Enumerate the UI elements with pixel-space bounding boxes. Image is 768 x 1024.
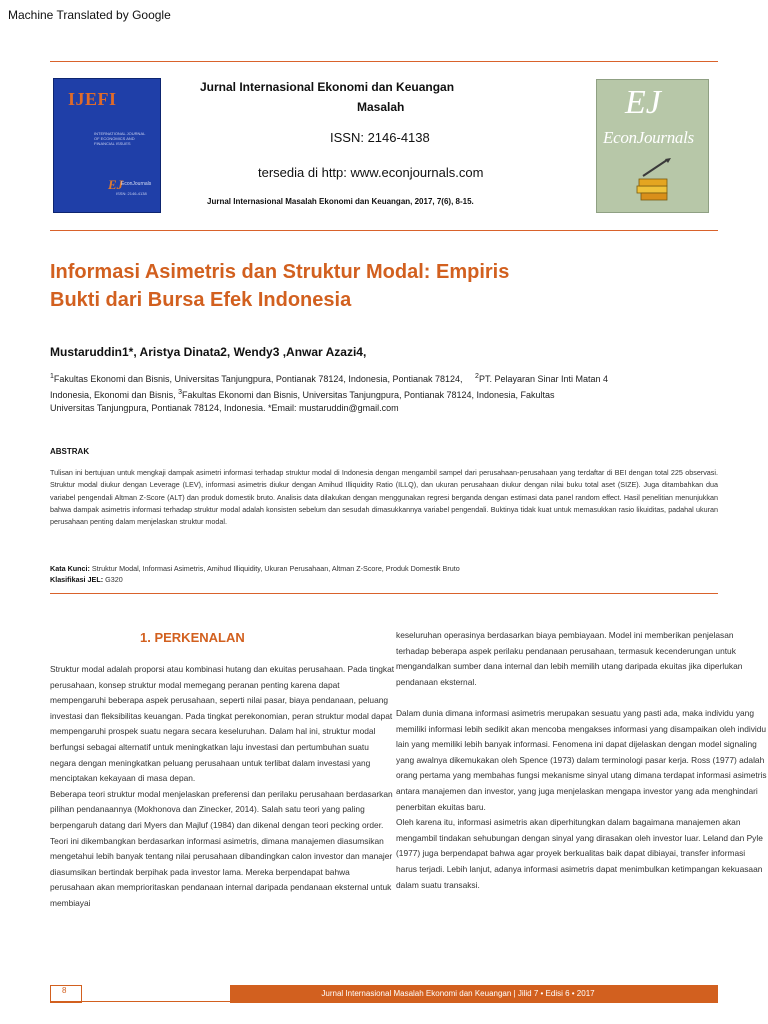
paper-title-line1: Informasi Asimetris dan Struktur Modal: Empiris bbox=[50, 261, 510, 283]
left-paragraph-2: Beberapa teori struktur modal menjelaskan preferensi dan perilaku perusahaan berdasarkan pilihan pendanaannya (Mokhonova dan Zinecker, 2014). Salah satu teori yang paling berpengaruh datang dari Myers dan Majluf (1984) dan dikenal dengan teori pecking order. bbox=[50, 788, 393, 830]
cover-tagline: INTERNATIONAL JOURNAL OF ECONOMICS AND FINANCIAL ISSUES bbox=[94, 131, 146, 146]
aff-sup-1: 1 bbox=[50, 373, 54, 380]
cover-title: IJEFI bbox=[68, 89, 117, 109]
left-paragraph-1: Struktur modal adalah proporsi atau kombinasi hutang dan ekuitas perusahaan. Pada tingkat perusahaan, konsep struktur modal memegang peranan penting karena dapat mempengaruhi beberapa aspek perusahaan, seperti nilai pasar, biaya pendanaan, peluang investasi dan fleksibilitas keuangan. Pada tingkat perekonomian, peran struktur modal dapat mempengaruhi prospek suatu negara secara keseluruhan. Dalam hal ini, struktur modal berfungsi sebagai alternatif untuk meningkatkan laju investasi dan pertumbuhan suatu negara dengan meningkatkan peluang perusahaan untuk terlibat dalam investasi yang menciptakan kekayaan di masa depan. bbox=[50, 664, 395, 784]
aff-line-1b: PT. Pelayaran Sinar Inti Matan 4 bbox=[478, 374, 609, 384]
cover-publisher: EJ bbox=[108, 177, 124, 192]
left-column bbox=[50, 662, 396, 912]
journal-name-cont: Masalah bbox=[357, 100, 405, 114]
paper-title-line2: Bukti dari Bursa Efek Indonesia bbox=[50, 289, 352, 311]
journal-citation: Jurnal Internasional Masalah Ekonomi dan Keuangan, 2017, 7(6), 8-15. bbox=[207, 197, 474, 206]
jel-text: G320 bbox=[103, 575, 123, 584]
section-heading: 1. PERKENALAN bbox=[140, 630, 245, 645]
econjournals-logo bbox=[596, 79, 709, 213]
header-bottom-rule bbox=[50, 230, 718, 231]
journal-issn: ISSN: 2146-4138 bbox=[330, 130, 430, 145]
books-icon bbox=[633, 156, 673, 204]
jel-label: Klasifikasi JEL: bbox=[50, 575, 104, 584]
logo-ej: EJ bbox=[625, 84, 661, 121]
page-number: 8 bbox=[62, 986, 67, 995]
keywords-block bbox=[50, 563, 718, 585]
aff-line-2a: Indonesia, Ekonomi dan Bisnis, bbox=[50, 390, 176, 400]
abstract-bottom-rule bbox=[50, 593, 718, 594]
aff-line-2b: Fakultas Ekonomi dan Bisnis, Universitas Tanjungpura, Pontianak 78124, Indonesia, Fakultas bbox=[182, 390, 555, 400]
aff-line-1: Fakultas Ekonomi dan Bisnis, Universitas Tanjungpura, Pontianak 78124, Indonesia, Pontianak 78124, bbox=[53, 374, 463, 384]
right-paragraph-2: Dalam dunia dimana informasi asimetris merupakan sesuatu yang pasti ada, maka individu yang memiliki informasi lebih sedikit akan mencoba mengakses informasi yang disampaikan oleh individu lain yang memiliki lebih banyak informasi. Fenomena ini dapat dijelaskan dengan model signaling yang awalnya dikemukakan oleh Spence (1973) dalam terminologi pasar kerja. Ross (1977) adalah orang pertama yang membahas fungsi mekanisme sinyal utang dimana terdapat informasi asimetris antara manajemen dan investor, yang juga menjelaskan mengapa investor yang ada menghindari penerbitan ekuitas baru. bbox=[396, 707, 767, 812]
header-top-rule bbox=[50, 61, 718, 62]
journal-name: Jurnal Internasional Ekonomi dan Keuangan bbox=[200, 80, 455, 94]
aff-line-3: Universitas Tanjungpura, Pontianak 78124, Indonesia. *Email: mustaruddin@gmail.com bbox=[50, 403, 399, 413]
right-paragraph-3: Oleh karena itu, informasi asimetris akan diperhitungkan dalam bagaimana manajemen akan mengambil tindakan sehubungan dengan sinyal yang dirasakan oleh investor luar. Leland dan Pyle (1977) juga berpendapat bahwa agar proyek berkualitas baik dapat dibiayai, transfer informasi harus terjadi. Lebih lanjut, adanya informasi asimetris dapat menimbulkan ketimpangan kekuasaan dalam suatu transaksi. bbox=[396, 817, 763, 890]
journal-availability: tersedia di http: www.econjournals.com bbox=[258, 165, 484, 180]
paper-title bbox=[50, 258, 610, 314]
abstract-heading: ABSTRAK bbox=[50, 447, 90, 456]
right-paragraph-1: keseluruhan operasinya berdasarkan biaya pembiayaan. Model ini memberikan penjelasan terhadap beberapa aspek perilaku pendanaan perusahaan, termasuk kecenderungan untuk mengandalkan sumber dana internal dan lebih memilih utang daripada ekuitas jika diperlukan pendanaan eksternal. bbox=[396, 630, 743, 687]
paper-authors: Mustaruddin1*, Aristya Dinata2, Wendy3 ,Anwar Azazi4, bbox=[50, 345, 367, 359]
cover-issn: ISSN: 2146-4138 bbox=[116, 191, 147, 196]
journal-cover-image bbox=[53, 78, 161, 213]
footer-text: Jurnal Internasional Masalah Ekonomi dan Keuangan | Jilid 7 • Edisi 6 • 2017 bbox=[321, 989, 595, 998]
machine-translation-banner: Machine Translated by Google bbox=[8, 8, 171, 22]
left-paragraph-3: Teori ini dikembangkan berdasarkan informasi asimetris, dimana manajemen diasumsikan mengetahui lebih banyak tentang nilai perusahaan dibandingkan calon investor dan manajer diasumsikan bertindak berpihak pada investor lama. Mereka berpendapat bahwa perusahaan akan memprioritaskan pendanaan internal daripada pendanaan eksternal untuk membiayai bbox=[50, 835, 393, 908]
aff-sup-2: 2 bbox=[475, 373, 479, 380]
keywords-label: Kata Kunci: bbox=[50, 564, 90, 573]
right-column bbox=[396, 628, 768, 893]
footer-rule bbox=[50, 1001, 718, 1002]
aff-sup-3: 3 bbox=[178, 389, 182, 396]
affiliations bbox=[50, 370, 710, 415]
keywords-text: Struktur Modal, Informasi Asimetris, Amihud Illiquidity, Ukuran Perusahaan, Altman Z-Score, Produk Domestik Bruto bbox=[89, 564, 460, 573]
abstract-text: Tulisan ini bertujuan untuk mengkaji dampak asimetri informasi terhadap struktur modal di Indonesia dengan mengambil sampel dari perusahaan-perusahaan yang terdaftar di BEI dengan total 225 observasi. Struktur modal diukur dengan Leverage (LEV), informasi asimetris diukur dengan Amihud Illiquidity Ratio (ILLQ), dan ukuran perusahaan diukur dengan nilai buku total aset (SIZE). Juga ditambahkan dua variabel pengendali Altman Z-Score (ALT) dan produk domestik bruto. Analisis data dilakukan dengan menggunakan regresi berganda dengan estimasi data panel random effect. Hasil penelitian menunjukkan bahwa dampak asimetris informasi terhadap struktur modal adalah konsisten sebelum dan sesudah dimasukkannya variabel pengendali. Buktinya tidak kuat untuk memasukkan rasio likuiditas, padahal ukuran perusahaan penting dalam menjelaskan struktur modal. bbox=[50, 468, 718, 527]
logo-name: EconJournals bbox=[603, 128, 694, 147]
cover-publisher-small: EconJournals bbox=[121, 181, 152, 187]
